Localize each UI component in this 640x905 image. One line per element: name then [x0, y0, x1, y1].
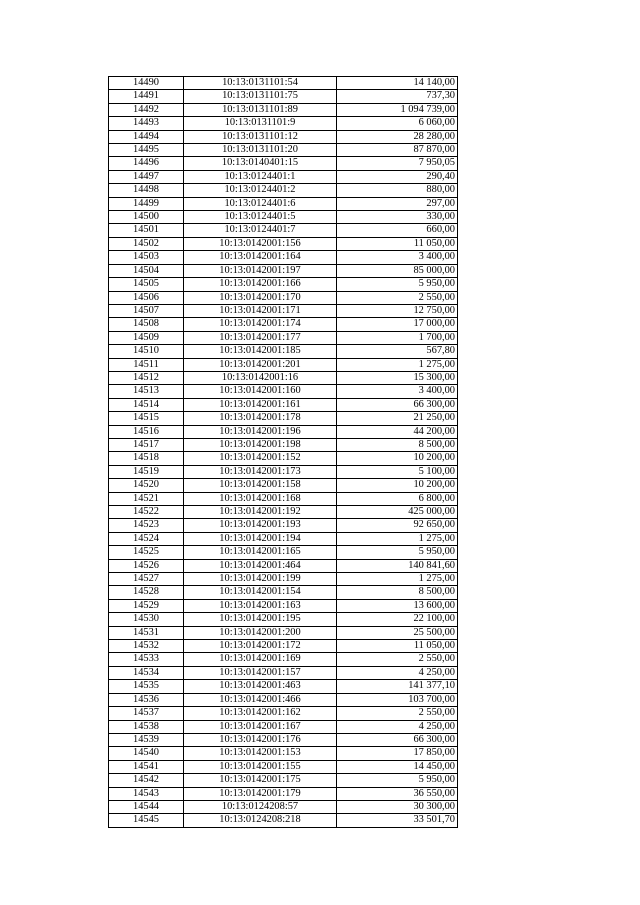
row-number-cell: 14493: [109, 117, 184, 130]
value-cell: 737,30: [337, 90, 458, 103]
cadastral-number-cell: 10:13:0140401:15: [184, 157, 337, 170]
cadastral-number-cell: 10:13:0142001:171: [184, 304, 337, 317]
row-number-cell: 14518: [109, 452, 184, 465]
cadastral-number-cell: 10:13:0142001:152: [184, 452, 337, 465]
cadastral-number-cell: 10:13:0142001:466: [184, 693, 337, 706]
table-row: [109, 693, 458, 706]
row-number-cell: 14505: [109, 278, 184, 291]
cadastral-number-cell: 10:13:0142001:193: [184, 519, 337, 532]
row-number-cell: 14507: [109, 304, 184, 317]
table-row: [109, 666, 458, 679]
value-cell: 25 500,00: [337, 626, 458, 639]
row-number-cell: 14533: [109, 653, 184, 666]
value-cell: 2 550,00: [337, 291, 458, 304]
cadastral-number-cell: 10:13:0124401:1: [184, 170, 337, 183]
row-number-cell: 14539: [109, 733, 184, 746]
table-row: [109, 573, 458, 586]
value-cell: 330,00: [337, 211, 458, 224]
table-row: [109, 613, 458, 626]
table-row: [109, 278, 458, 291]
table-row: [109, 532, 458, 545]
row-number-cell: 14530: [109, 613, 184, 626]
row-number-cell: 14511: [109, 358, 184, 371]
value-cell: 15 300,00: [337, 371, 458, 384]
row-number-cell: 14537: [109, 707, 184, 720]
cadastral-number-cell: 10:13:0142001:179: [184, 787, 337, 800]
table-row: [109, 77, 458, 90]
table-row: [109, 130, 458, 143]
table-row: [109, 506, 458, 519]
table-row: [109, 371, 458, 384]
cadastral-number-cell: 10:13:0142001:194: [184, 532, 337, 545]
row-number-cell: 14542: [109, 774, 184, 787]
row-number-cell: 14527: [109, 573, 184, 586]
value-cell: 5 950,00: [337, 774, 458, 787]
table-row: [109, 224, 458, 237]
row-number-cell: 14497: [109, 170, 184, 183]
table-row: [109, 465, 458, 478]
cadastral-value-table: [108, 76, 458, 828]
row-number-cell: 14526: [109, 559, 184, 572]
value-cell: 5 100,00: [337, 465, 458, 478]
value-cell: 5 950,00: [337, 278, 458, 291]
table-row: [109, 760, 458, 773]
cadastral-number-cell: 10:13:0142001:173: [184, 465, 337, 478]
row-number-cell: 14515: [109, 412, 184, 425]
table-row: [109, 747, 458, 760]
row-number-cell: 14520: [109, 479, 184, 492]
row-number-cell: 14512: [109, 371, 184, 384]
value-cell: 1 275,00: [337, 532, 458, 545]
value-cell: 103 700,00: [337, 693, 458, 706]
value-cell: 880,00: [337, 184, 458, 197]
value-cell: 297,00: [337, 197, 458, 210]
cadastral-number-cell: 10:13:0124208:57: [184, 800, 337, 813]
value-cell: 1 094 739,00: [337, 103, 458, 116]
table-row: [109, 237, 458, 250]
row-number-cell: 14514: [109, 398, 184, 411]
value-cell: 36 550,00: [337, 787, 458, 800]
table-row: [109, 117, 458, 130]
cadastral-number-cell: 10:13:0142001:178: [184, 412, 337, 425]
table-row: [109, 559, 458, 572]
cadastral-number-cell: 10:13:0142001:164: [184, 251, 337, 264]
cadastral-number-cell: 10:13:0142001:157: [184, 666, 337, 679]
table-row: [109, 640, 458, 653]
cadastral-number-cell: 10:13:0124401:2: [184, 184, 337, 197]
row-number-cell: 14495: [109, 144, 184, 157]
cadastral-number-cell: 10:13:0142001:156: [184, 237, 337, 250]
value-cell: 66 300,00: [337, 398, 458, 411]
row-number-cell: 14503: [109, 251, 184, 264]
cadastral-number-cell: 10:13:0124401:7: [184, 224, 337, 237]
table-row: [109, 720, 458, 733]
value-cell: 140 841,60: [337, 559, 458, 572]
row-number-cell: 14543: [109, 787, 184, 800]
row-number-cell: 14502: [109, 237, 184, 250]
cadastral-number-cell: 10:13:0142001:168: [184, 492, 337, 505]
cadastral-number-cell: 10:13:0124401:6: [184, 197, 337, 210]
row-number-cell: 14525: [109, 546, 184, 559]
value-cell: 85 000,00: [337, 264, 458, 277]
cadastral-number-cell: 10:13:0142001:16: [184, 371, 337, 384]
cadastral-number-cell: 10:13:0142001:175: [184, 774, 337, 787]
row-number-cell: 14522: [109, 506, 184, 519]
cadastral-number-cell: 10:13:0142001:198: [184, 438, 337, 451]
row-number-cell: 14538: [109, 720, 184, 733]
cadastral-number-cell: 10:13:0142001:174: [184, 318, 337, 331]
table-row: [109, 412, 458, 425]
cadastral-number-cell: 10:13:0142001:153: [184, 747, 337, 760]
row-number-cell: 14532: [109, 640, 184, 653]
value-cell: 2 550,00: [337, 707, 458, 720]
cadastral-number-cell: 10:13:0142001:192: [184, 506, 337, 519]
table-row: [109, 385, 458, 398]
cadastral-number-cell: 10:13:0131101:12: [184, 130, 337, 143]
row-number-cell: 14490: [109, 77, 184, 90]
value-cell: 1 700,00: [337, 331, 458, 344]
table-row: [109, 653, 458, 666]
row-number-cell: 14506: [109, 291, 184, 304]
value-cell: 3 400,00: [337, 251, 458, 264]
cadastral-number-cell: 10:13:0142001:185: [184, 345, 337, 358]
cadastral-number-cell: 10:13:0142001:154: [184, 586, 337, 599]
row-number-cell: 14536: [109, 693, 184, 706]
value-cell: 1 275,00: [337, 358, 458, 371]
cadastral-number-cell: 10:13:0124208:218: [184, 814, 337, 827]
table-body: [109, 77, 458, 828]
value-cell: 87 870,00: [337, 144, 458, 157]
cadastral-number-cell: 10:13:0142001:169: [184, 653, 337, 666]
table-row: [109, 519, 458, 532]
table-row: [109, 707, 458, 720]
row-number-cell: 14513: [109, 385, 184, 398]
value-cell: 13 600,00: [337, 599, 458, 612]
table-row: [109, 291, 458, 304]
table-row: [109, 800, 458, 813]
cadastral-number-cell: 10:13:0142001:160: [184, 385, 337, 398]
value-cell: 33 501,70: [337, 814, 458, 827]
value-cell: 1 275,00: [337, 573, 458, 586]
table-row: [109, 318, 458, 331]
value-cell: 425 000,00: [337, 506, 458, 519]
row-number-cell: 14496: [109, 157, 184, 170]
row-number-cell: 14541: [109, 760, 184, 773]
row-number-cell: 14492: [109, 103, 184, 116]
table-row: [109, 814, 458, 827]
value-cell: 11 050,00: [337, 640, 458, 653]
row-number-cell: 14544: [109, 800, 184, 813]
table-row: [109, 170, 458, 183]
table-row: [109, 184, 458, 197]
table-row: [109, 157, 458, 170]
cadastral-number-cell: 10:13:0142001:172: [184, 640, 337, 653]
value-cell: 8 500,00: [337, 438, 458, 451]
row-number-cell: 14498: [109, 184, 184, 197]
cadastral-number-cell: 10:13:0142001:200: [184, 626, 337, 639]
value-cell: 660,00: [337, 224, 458, 237]
value-cell: 30 300,00: [337, 800, 458, 813]
table-row: [109, 90, 458, 103]
cadastral-number-cell: 10:13:0142001:176: [184, 733, 337, 746]
cadastral-number-cell: 10:13:0142001:463: [184, 680, 337, 693]
value-cell: 11 050,00: [337, 237, 458, 250]
table-row: [109, 733, 458, 746]
row-number-cell: 14521: [109, 492, 184, 505]
row-number-cell: 14509: [109, 331, 184, 344]
table-row: [109, 479, 458, 492]
table-row: [109, 599, 458, 612]
table-row: [109, 774, 458, 787]
cadastral-number-cell: 10:13:0142001:165: [184, 546, 337, 559]
cadastral-number-cell: 10:13:0142001:170: [184, 291, 337, 304]
row-number-cell: 14499: [109, 197, 184, 210]
cadastral-number-cell: 10:13:0124401:5: [184, 211, 337, 224]
row-number-cell: 14524: [109, 532, 184, 545]
table-row: [109, 425, 458, 438]
table-row: [109, 452, 458, 465]
value-cell: 22 100,00: [337, 613, 458, 626]
value-cell: 10 200,00: [337, 479, 458, 492]
value-cell: 7 950,05: [337, 157, 458, 170]
table-row: [109, 680, 458, 693]
row-number-cell: 14545: [109, 814, 184, 827]
value-cell: 14 450,00: [337, 760, 458, 773]
table-row: [109, 264, 458, 277]
table-row: [109, 358, 458, 371]
table-row: [109, 546, 458, 559]
value-cell: 4 250,00: [337, 720, 458, 733]
cadastral-number-cell: 10:13:0142001:177: [184, 331, 337, 344]
cadastral-number-cell: 10:13:0131101:89: [184, 103, 337, 116]
row-number-cell: 14508: [109, 318, 184, 331]
table-row: [109, 787, 458, 800]
row-number-cell: 14500: [109, 211, 184, 224]
cadastral-number-cell: 10:13:0142001:167: [184, 720, 337, 733]
value-cell: 5 950,00: [337, 546, 458, 559]
cadastral-number-cell: 10:13:0142001:196: [184, 425, 337, 438]
value-cell: 8 500,00: [337, 586, 458, 599]
row-number-cell: 14540: [109, 747, 184, 760]
table-row: [109, 211, 458, 224]
row-number-cell: 14528: [109, 586, 184, 599]
cadastral-number-cell: 10:13:0142001:199: [184, 573, 337, 586]
cadastral-number-cell: 10:13:0131101:9: [184, 117, 337, 130]
value-cell: 14 140,00: [337, 77, 458, 90]
value-cell: 2 550,00: [337, 653, 458, 666]
value-cell: 17 000,00: [337, 318, 458, 331]
value-cell: 6 800,00: [337, 492, 458, 505]
value-cell: 290,40: [337, 170, 458, 183]
value-cell: 28 280,00: [337, 130, 458, 143]
value-cell: 4 250,00: [337, 666, 458, 679]
cadastral-number-cell: 10:13:0142001:158: [184, 479, 337, 492]
row-number-cell: 14517: [109, 438, 184, 451]
table-row: [109, 586, 458, 599]
table-row: [109, 345, 458, 358]
table-row: [109, 103, 458, 116]
value-cell: 17 850,00: [337, 747, 458, 760]
cadastral-number-cell: 10:13:0131101:54: [184, 77, 337, 90]
row-number-cell: 14501: [109, 224, 184, 237]
table-row: [109, 197, 458, 210]
row-number-cell: 14523: [109, 519, 184, 532]
value-cell: 141 377,10: [337, 680, 458, 693]
row-number-cell: 14529: [109, 599, 184, 612]
cadastral-number-cell: 10:13:0142001:161: [184, 398, 337, 411]
value-cell: 44 200,00: [337, 425, 458, 438]
row-number-cell: 14516: [109, 425, 184, 438]
table-row: [109, 398, 458, 411]
row-number-cell: 14519: [109, 465, 184, 478]
cadastral-number-cell: 10:13:0131101:75: [184, 90, 337, 103]
table-row: [109, 438, 458, 451]
cadastral-number-cell: 10:13:0142001:155: [184, 760, 337, 773]
value-cell: 21 250,00: [337, 412, 458, 425]
value-cell: 567,80: [337, 345, 458, 358]
table-row: [109, 626, 458, 639]
cadastral-number-cell: 10:13:0142001:195: [184, 613, 337, 626]
value-cell: 12 750,00: [337, 304, 458, 317]
row-number-cell: 14504: [109, 264, 184, 277]
cadastral-number-cell: 10:13:0142001:162: [184, 707, 337, 720]
row-number-cell: 14510: [109, 345, 184, 358]
table-row: [109, 304, 458, 317]
cadastral-number-cell: 10:13:0142001:197: [184, 264, 337, 277]
value-cell: 10 200,00: [337, 452, 458, 465]
table-row: [109, 492, 458, 505]
row-number-cell: 14494: [109, 130, 184, 143]
table-row: [109, 144, 458, 157]
row-number-cell: 14535: [109, 680, 184, 693]
row-number-cell: 14491: [109, 90, 184, 103]
cadastral-number-cell: 10:13:0142001:166: [184, 278, 337, 291]
cadastral-number-cell: 10:13:0142001:163: [184, 599, 337, 612]
row-number-cell: 14534: [109, 666, 184, 679]
value-cell: 3 400,00: [337, 385, 458, 398]
cadastral-number-cell: 10:13:0142001:464: [184, 559, 337, 572]
value-cell: 66 300,00: [337, 733, 458, 746]
cadastral-number-cell: 10:13:0142001:201: [184, 358, 337, 371]
row-number-cell: 14531: [109, 626, 184, 639]
table-row: [109, 331, 458, 344]
table-row: [109, 251, 458, 264]
value-cell: 6 060,00: [337, 117, 458, 130]
value-cell: 92 650,00: [337, 519, 458, 532]
cadastral-number-cell: 10:13:0131101:20: [184, 144, 337, 157]
